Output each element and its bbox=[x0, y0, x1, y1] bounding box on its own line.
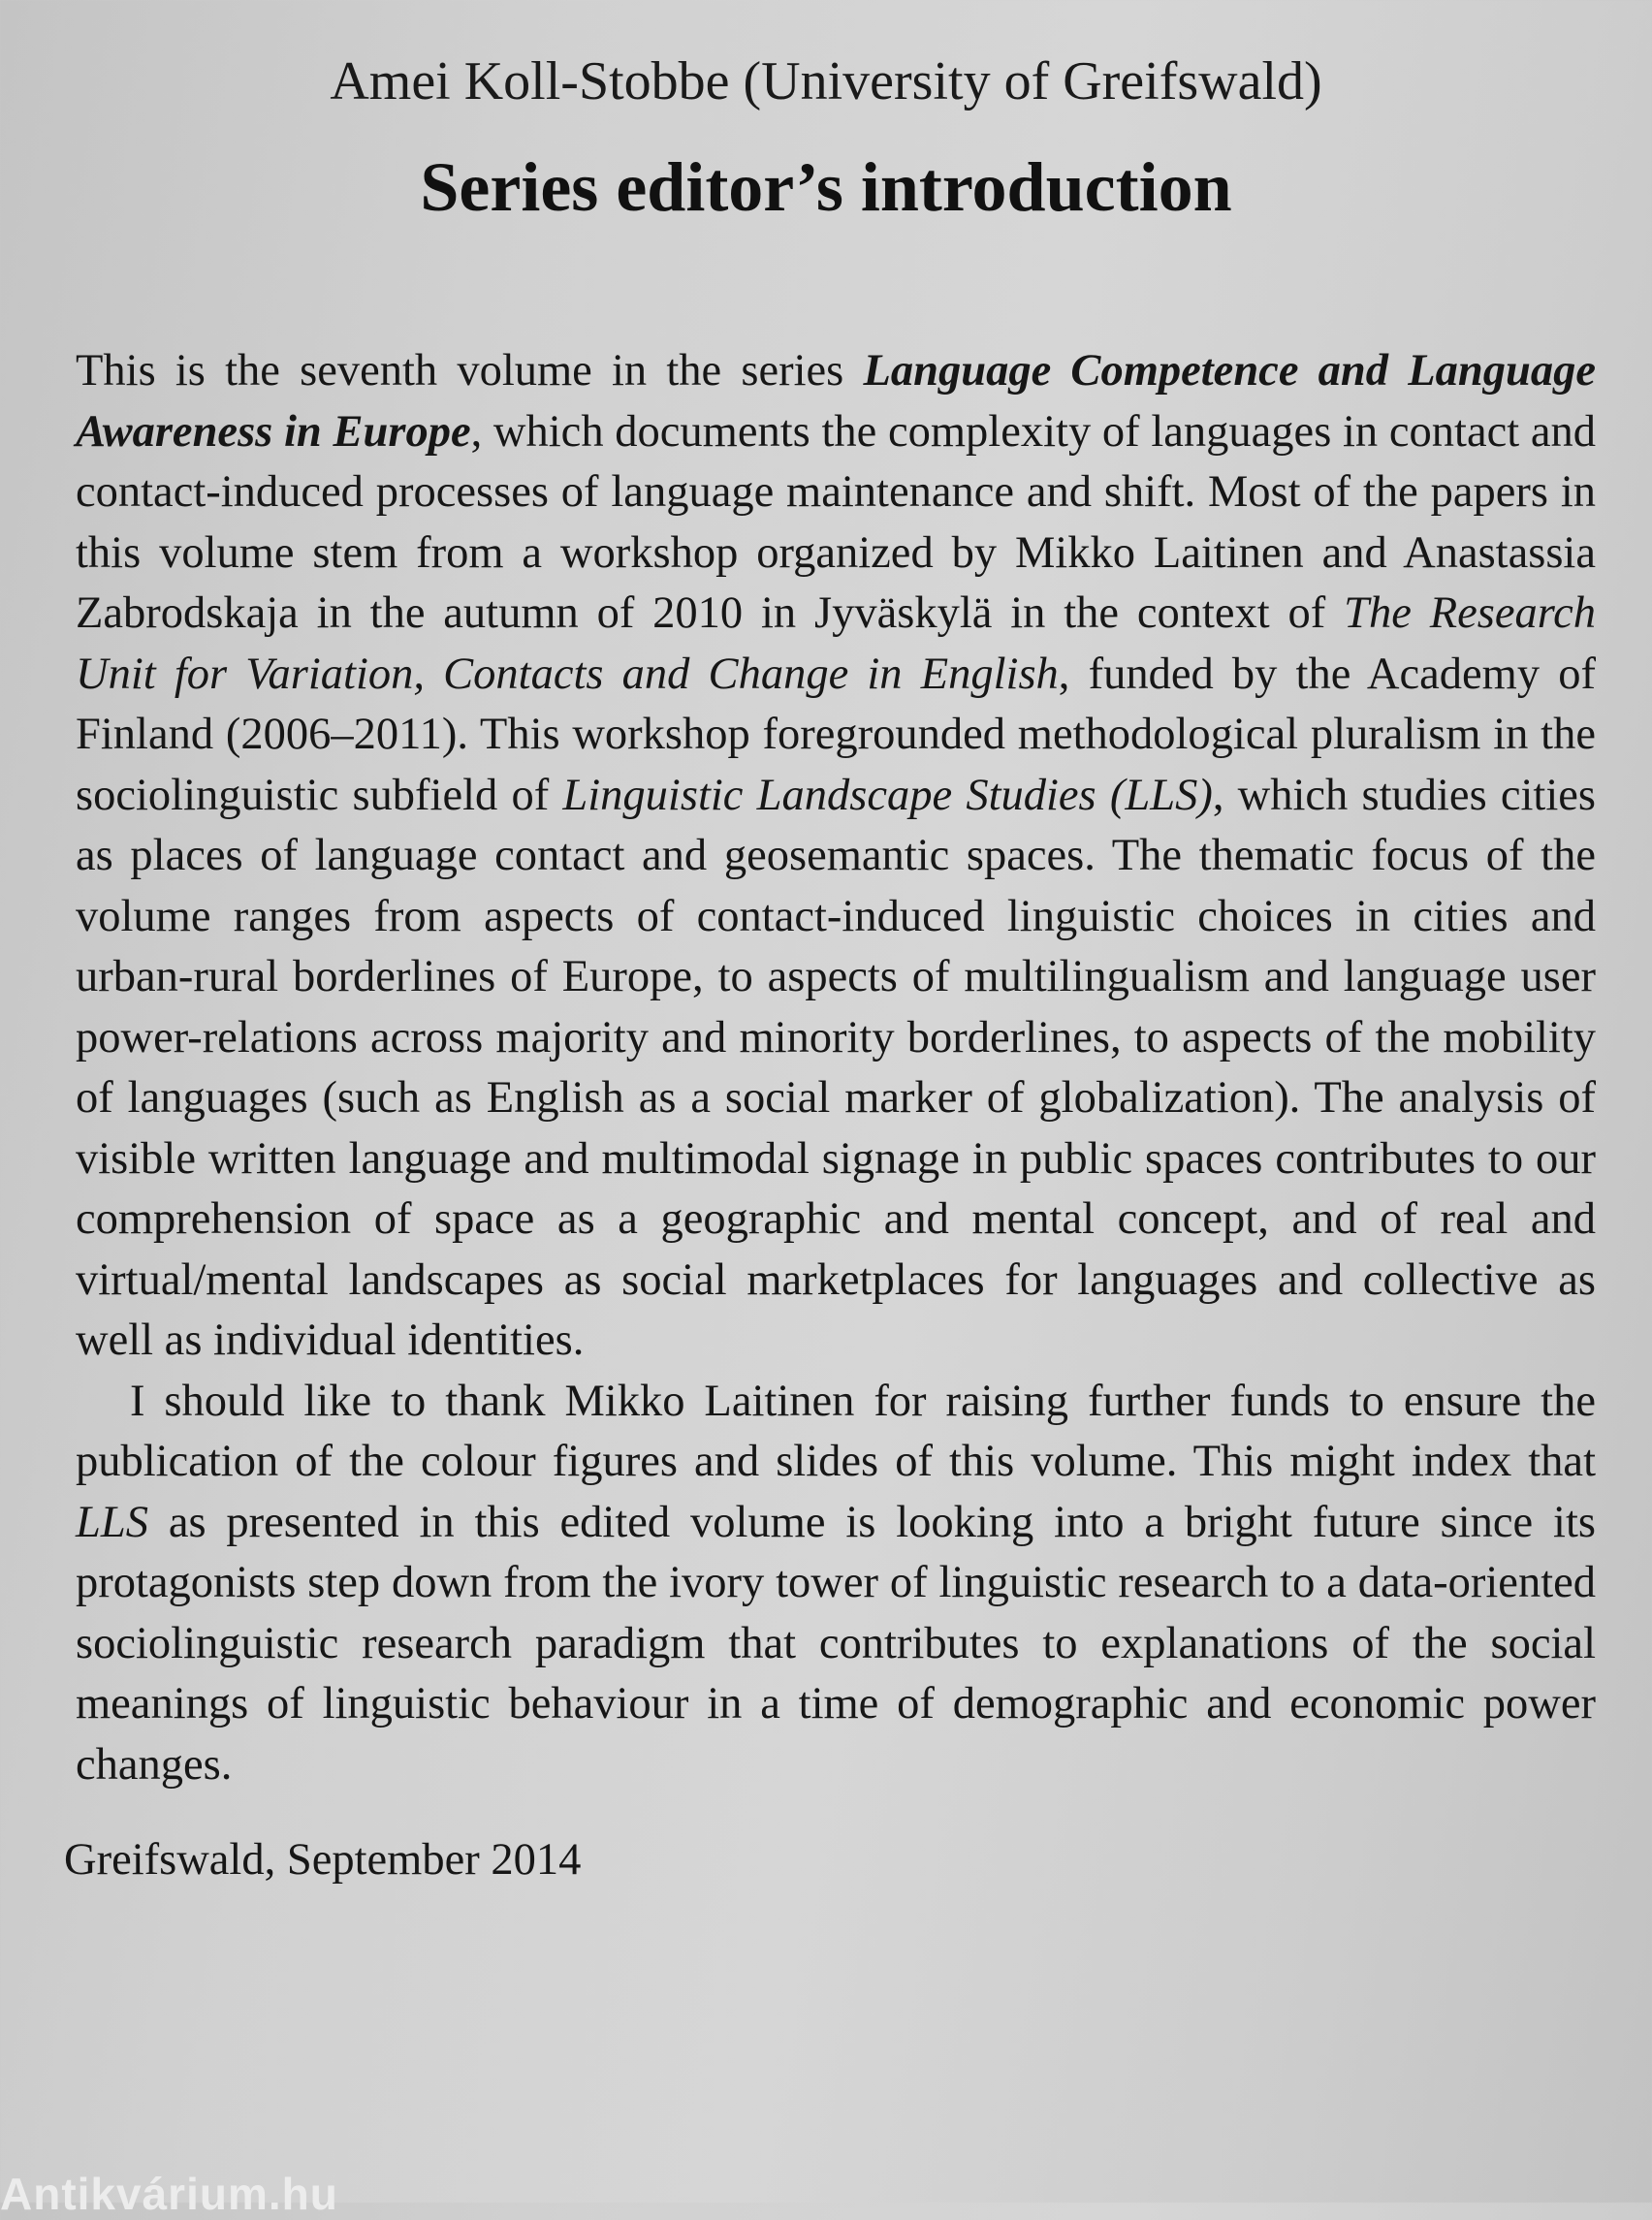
p2-text-2: as presented in this edited volume is looking into a bright future since its protagonists step down from the ivory tower of linguistic research to a data-oriented sociolinguistic research paradigm that contributes to explanations of the social meanings of linguistic behaviour in a time of demographic and economic power changes. bbox=[76, 1497, 1596, 1790]
author-line: Amei Koll-Stobbe (University of Greifswald) bbox=[330, 51, 1322, 111]
paragraph-1 bbox=[76, 341, 1596, 1372]
place-date: Greifswald, September 2014 bbox=[64, 1835, 582, 1885]
research-unit-name: The Research Unit for Variation, Contacts and Change in English bbox=[76, 588, 1596, 699]
subfield-name: Linguistic Landscape Studies (LLS) bbox=[562, 770, 1213, 820]
paragraph-2 bbox=[76, 1372, 1596, 1796]
series-title: Language Competence and Language Awareness in Europe bbox=[76, 346, 1596, 457]
p1-text-3: , funded by the Academy of Finland (2006–2011). This workshop foregrounded methodological pluralism in the sociolinguistic subfield of bbox=[76, 649, 1596, 820]
p1-text-4: , which studies cities as places of language contact and geosemantic spaces. The thematic focus of the volume ranges from aspects of contact-induced linguistic choices in cities and urban-rural borderlines of Europe, to aspects of multilingualism and language user power-relations across majority and minority borderlines, to aspects of the mobility of languages (such as English as a social marker of globalization). The analysis of visible written language and multimodal signage in public spaces contributes to our comprehension of space as a geographic and mental concept, and of real and virtual/mental landscapes as social marketplaces for languages and collective as well as individual identities. bbox=[76, 770, 1596, 1365]
p1-text-2: , which documents the complexity of languages in contact and contact-induced processes of language maintenance and shift. Most of the papers in this volume stem from a workshop organized by Mikko Laitinen and Anastassia Zabrodskaja in the autumn of 2010 in Jyväskylä in the context of bbox=[76, 406, 1597, 638]
lls-abbreviation: LLS bbox=[76, 1497, 148, 1547]
watermark-text: Antikvárium.hu bbox=[0, 2169, 338, 2219]
body-text bbox=[76, 341, 1596, 1795]
p2-text-1: I should like to thank Mikko Laitinen for raising further funds to ensure the publication of the colour figures and slides of this volume. This might index that bbox=[76, 1376, 1596, 1486]
p1-text-1: This is the seventh volume in the series bbox=[76, 346, 864, 396]
page-title: Series editor’s introduction bbox=[420, 148, 1232, 226]
